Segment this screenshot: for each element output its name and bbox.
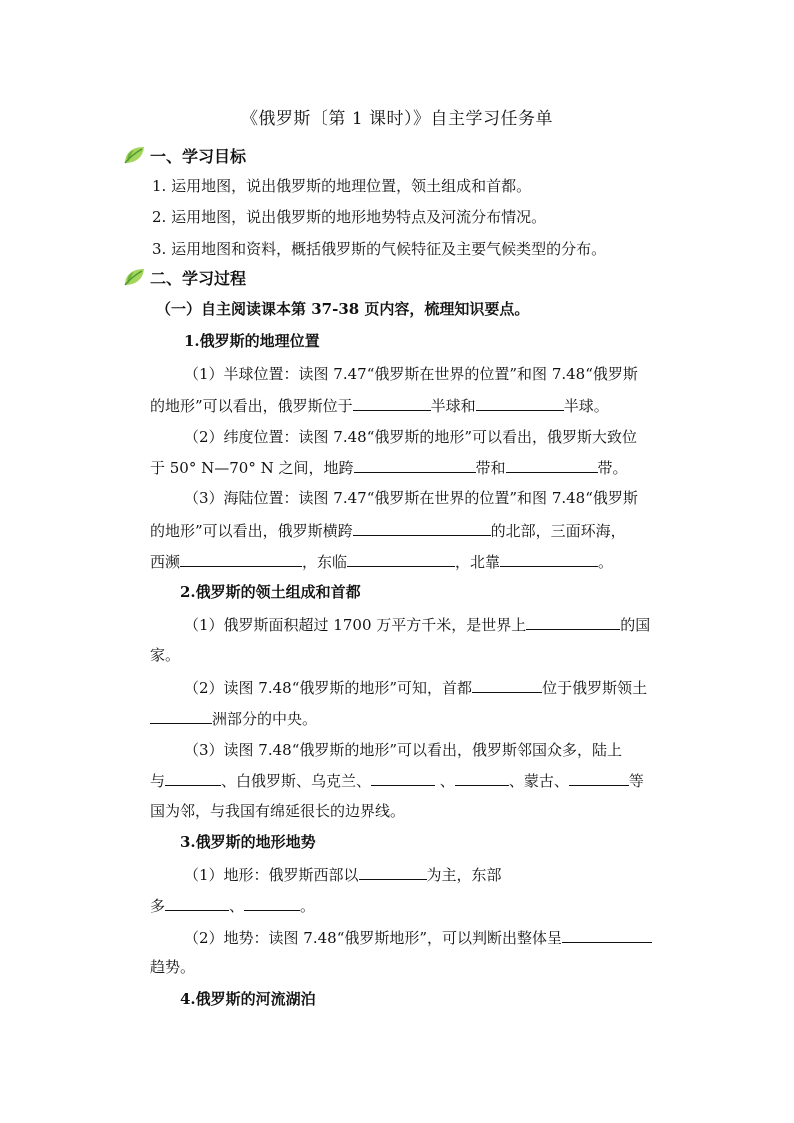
question-text: 家。	[150, 646, 181, 664]
goal-item: 3. 运用地图和资料，概括俄罗斯的气候特征及主要气候类型的分布。	[152, 240, 607, 258]
question-line	[184, 864, 502, 885]
part-heading: 4.俄罗斯的河流湖泊	[180, 990, 316, 1008]
question-text: 趋势。	[150, 958, 196, 976]
question-text: 带和	[475, 459, 506, 477]
question-line	[150, 395, 609, 416]
fill-blank[interactable]	[371, 770, 435, 786]
question-text: 于 50° N—70° N 之间，地跨	[150, 459, 354, 477]
section-heading: 一、学习目标	[150, 146, 247, 166]
question-text: ，北靠	[455, 553, 501, 571]
fill-blank[interactable]	[359, 864, 427, 880]
question-text: 带。	[597, 459, 628, 477]
fill-blank[interactable]	[353, 395, 431, 411]
fill-blank[interactable]	[165, 895, 229, 911]
question-text: （2）地势：读图 7.48“俄罗斯地形”，可以判断出整体呈	[184, 929, 563, 947]
question-line	[184, 614, 650, 635]
page-title: 《俄罗斯〔第 1 课时）》自主学习任务单	[240, 109, 554, 129]
question-line	[150, 770, 644, 791]
question-text: ，东临	[302, 553, 348, 571]
question-text: 等	[628, 772, 644, 790]
question-text: （2）读图 7.48“俄罗斯的地形”可知，首都	[184, 679, 473, 697]
question-text: 、	[229, 897, 245, 915]
fill-blank[interactable]	[569, 770, 629, 786]
part-heading: 1.俄罗斯的地理位置	[184, 332, 320, 350]
question-text: （3）海陆位置：读图 7.47“俄罗斯在世界的位置”和图 7.48“俄罗斯	[184, 489, 638, 507]
question-text: 位于俄罗斯领土	[542, 679, 648, 697]
question-text: 、白俄罗斯、乌克兰、	[221, 772, 372, 790]
question-text: 。	[300, 897, 316, 915]
fill-blank[interactable]	[506, 457, 598, 473]
section-learning-process	[122, 265, 246, 289]
fill-blank[interactable]	[347, 551, 455, 567]
leaf-icon	[122, 144, 148, 166]
question-text: 西濒	[150, 553, 181, 571]
question-text: （1）俄罗斯面积超过 1700 万平方千米，是世界上	[184, 616, 527, 634]
fill-blank[interactable]	[562, 927, 652, 943]
goal-item: 1. 运用地图，说出俄罗斯的地理位置，领土组成和首都。	[152, 177, 532, 195]
fill-blank[interactable]	[455, 770, 509, 786]
question-line	[150, 895, 315, 916]
question-text: （2）纬度位置：读图 7.48“俄罗斯的地形”可以看出，俄罗斯大致位	[184, 428, 638, 446]
fill-blank[interactable]	[244, 895, 300, 911]
question-text: （1）半球位置：读图 7.47“俄罗斯在世界的位置”和图 7.48“俄罗斯	[184, 365, 638, 383]
leaf-icon	[122, 266, 148, 288]
question-line	[150, 708, 317, 729]
fill-blank[interactable]	[180, 551, 302, 567]
fill-blank[interactable]	[353, 520, 491, 536]
question-line	[184, 677, 647, 698]
question-text: 的北部，三面环海，	[490, 522, 626, 540]
part-heading: 2.俄罗斯的领土组成和首都	[180, 583, 361, 601]
question-text: 、	[435, 772, 455, 790]
question-text: 为主，东部	[426, 866, 502, 884]
question-text: 的国	[620, 616, 651, 634]
fill-blank[interactable]	[354, 457, 476, 473]
section-heading: 二、学习过程	[150, 268, 247, 288]
question-text: 的地形”可以看出，俄罗斯横跨	[150, 522, 353, 540]
question-line	[150, 520, 626, 541]
question-text: 洲部分的中央。	[212, 710, 318, 728]
fill-blank[interactable]	[165, 770, 221, 786]
subsection-heading: （一）自主阅读课本第 37-38 页内容，梳理知识要点。	[156, 300, 530, 318]
question-text: 国为邻，与我国有绵延很长的边界线。	[150, 802, 406, 820]
question-text: （1）地形：俄罗斯西部以	[184, 866, 359, 884]
question-line	[150, 551, 613, 572]
question-text: 。	[598, 553, 614, 571]
fill-blank[interactable]	[500, 551, 598, 567]
question-text: 多	[150, 897, 166, 915]
question-text: 的地形”可以看出，俄罗斯位于	[150, 397, 353, 415]
question-line	[150, 457, 628, 478]
fill-blank[interactable]	[150, 708, 212, 724]
question-text: 半球。	[563, 397, 609, 415]
question-text: 、蒙古、	[508, 772, 569, 790]
question-text: 与	[150, 772, 166, 790]
goal-item: 2. 运用地图，说出俄罗斯的地形地势特点及河流分布情况。	[152, 208, 547, 226]
question-text: 半球和	[430, 397, 476, 415]
part-heading: 3.俄罗斯的地形地势	[180, 833, 316, 851]
question-text: （3）读图 7.48“俄罗斯的地形”可以看出，俄罗斯邻国众多，陆上	[184, 741, 623, 759]
fill-blank[interactable]	[526, 614, 620, 630]
fill-blank[interactable]	[476, 395, 564, 411]
question-line	[184, 927, 652, 948]
section-learning-goals	[122, 143, 246, 167]
fill-blank[interactable]	[472, 677, 542, 693]
